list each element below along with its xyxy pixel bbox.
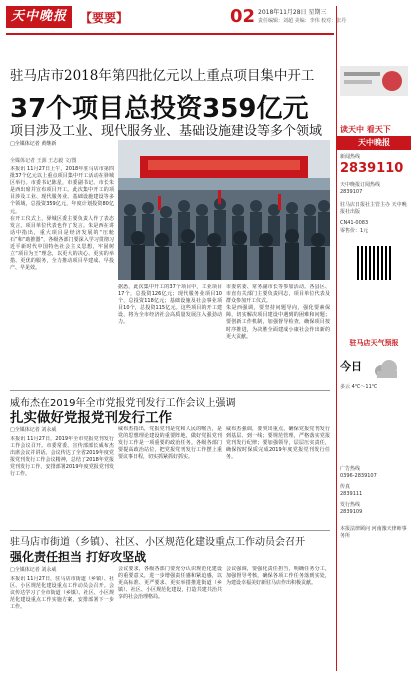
story3-paragraph: 会议要求，各级各部门要充分认识规范化建设的重要意义，进一步增强责任感和紧迫感，以更高标准、更严要求、更实举措推进街道（乡镇）、社区、小区规范化建设，打造共建共治共享的社会治理格局。 (118, 566, 222, 601)
cn-number: CN41-0083 (340, 220, 369, 226)
sidebar-ad-thumb (340, 66, 408, 96)
ad-label: 广告热线 (340, 466, 361, 472)
hotline-number: 2839110 (340, 161, 404, 176)
fax-label: 传真 (340, 484, 351, 490)
story3-headline: 强化责任担当 打好攻坚战 (10, 550, 147, 564)
distribution-phone: 2839109 (340, 509, 363, 515)
story2-paragraph: 威布杰指出，党报党刊是党和人民的喉舌，是党的思想理论建设的重要阵地，做好党报党刊发行工作是一项重要的政治任务。各级各部门要提高政治站位，把党报党刊发行工作摆上重要议事日程，切实抓紧抓好抓实。 (118, 426, 222, 461)
legal-advisor: 本报法律顾问 河南豫天律师事务所 (340, 526, 407, 539)
story3-paragraph: 会议强调，要强化责任担当，明确任务分工，加强督导考核，确保各项工作任务落到实处，为建设幸福美好新驻马店作出积极贡献。 (226, 566, 330, 587)
page-number: 02 (230, 6, 256, 27)
weather-today-label: 今日 (340, 360, 362, 373)
main-paragraph: 据悉，此次集中开工的37个项目中，工业项目17个，总投资126亿元；现代服务业项目10个，总投资118亿元；基础设施及社会事业项目10个，总投资115亿元。这些项目的开工建设，将为全市经济社会高质量发展注入强劲动力。 (118, 284, 222, 326)
photo-credit: 全媒体记者 王源 王志毅 文/图 (10, 158, 77, 164)
issue-date: 2018年11月28日 星期三 (258, 9, 327, 16)
main-kicker: 驻马店市2018年第四批亿元以上重点项目集中开工 (10, 68, 315, 84)
main-paragraph: 朱是西强调，要坚持问题导向，强化要素保障，切实解决项目建设中遇到的困难和问题；要创新工作机制，加强督导检查，确保项目按时序推进，为决胜全面建成小康社会作出新的更大贡献。 (226, 305, 330, 340)
main-subhead: 项目涉及工业、现代服务业、基础设施建设等多个领域 (10, 124, 323, 139)
main-body-col-1 (10, 166, 114, 388)
story3-byline: □全媒体记者 刘永威 (10, 567, 57, 573)
story2-headline: 扎实做好党报党刊发行工作 (10, 410, 172, 426)
story3-col-1 (10, 576, 114, 671)
ad-phone: 0396-2839107 (340, 473, 377, 479)
hotline-label: 新闻热线 (340, 154, 361, 160)
groundbreaking-photo (118, 140, 330, 280)
newspaper-logo: 天中晚报 (6, 6, 72, 28)
main-paragraph: 在开工仪式上，驿城区委主要负责人作了表态发言，项目单位代表也作了发言。朱是西在讲话中指出，重大项目是经济发展的“压舱石”和“助推器”，各级各部门要深入学习贯彻习近平新时代中国特色社会主义思想，牢固树立“项目为王”理念，以更大的决心、更实的举措、更优的服务，全力推动项目早建成、早投产、早见效。 (10, 215, 114, 272)
story2-paragraph: 威布杰强调，要突出重点，确保党报党刊发行到基层、到一线；要规范管理，严格落实党报党刊发行纪律；要加强领导，层层压实责任，确保按时保质完成2019年度党报党刊发行任务。 (226, 426, 330, 461)
weather-header: 驻马店天气预报 (349, 339, 399, 347)
story3-paragraph: 本报讯 11月27日，驻马店市街道（乡镇）、社区、小区规范化建设重点工作动员会召开。会议传达学习了全市街道（乡镇）、社区、小区规范化建设重点工作实施方案，安排部署下一步工作。 (10, 576, 114, 611)
sidebar-banner: 天中晚报 (337, 136, 411, 150)
photo-illustration (118, 140, 330, 280)
story2-col-3 (226, 426, 330, 528)
fax-phone: 2839111 (340, 491, 363, 497)
sidebar (336, 6, 410, 671)
ad-image (340, 66, 408, 96)
weather-desc: 多云 4℃～11℃ (340, 384, 378, 390)
story2-byline: □全媒体记者 刘永威 (10, 427, 57, 433)
section-tag: 【要要】 (80, 11, 129, 25)
main-paragraph: 市委常委、常务副市长等参加活动。各县区、市直有关部门主要负责同志，项目单位代表及群众参加开工仪式。 (226, 284, 330, 305)
masthead-rule (6, 33, 334, 35)
main-body-col-2 (118, 284, 222, 388)
publisher-info: 驻马店日报社主管主办 天中晚报社出版 (340, 202, 407, 215)
story2-kicker: 威布杰在2019年全市党报党刊发行工作会议上强调 (10, 398, 236, 409)
subscribe-phone: 2839107 (340, 189, 363, 195)
story3-col-3 (226, 566, 330, 671)
distribution-label: 发行热线 (340, 502, 361, 508)
main-headline: 37个项目总投资359亿元 (10, 94, 309, 124)
sidebar-brand: 读天中 看天下 (340, 125, 391, 134)
story2-col-2 (118, 426, 222, 528)
subscribe-label: 天中晚报订阅热线 (340, 182, 381, 188)
editor-credit: 责任编辑：刘超 美编：李伟 校对：张丹 (258, 18, 347, 24)
story3-kicker: 驻马店市街道（乡镇）、社区、小区规范化建设重点工作动员会召开 (10, 537, 305, 548)
qr-code-icon (357, 246, 391, 280)
main-byline: □全媒体记者 黄继新 (10, 141, 57, 147)
cloud-icon (371, 358, 401, 380)
story2-col-1 (10, 436, 114, 528)
story2-paragraph: 本报讯 11月27日，2019年全市党报党刊发行工作会议召开。市委常委、宣传部部长威布杰出席会议并讲话。会议传达了全省2019年度党报党刊发行工作会议精神，总结了2018年党报党刊发行工作，安排部署2019年度党报党刊发行工作。 (10, 436, 114, 478)
price: 零售价：1元 (340, 228, 369, 234)
story3-col-2 (118, 566, 222, 671)
section-divider (10, 390, 330, 391)
section-divider (10, 530, 330, 531)
main-body-col-3 (226, 284, 330, 388)
main-paragraph: 本报讯 11月27日上午，2018年驻马店市第四批37个亿元以上重点项目集中开工活动在驿城区举行。市委书记陈星，市委副书记、市长朱是西出席并宣布项目开工。此次集中开工的项目涉及工业、现代服务业、基础设施建设等多个领域，总投资359亿元，年度计划投资80亿元。 (10, 166, 114, 215)
